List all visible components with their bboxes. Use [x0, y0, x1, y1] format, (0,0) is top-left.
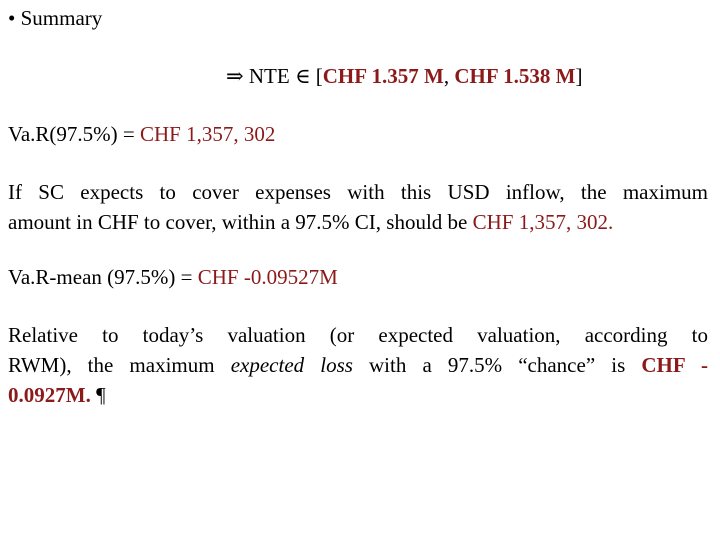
open-bracket: [ — [315, 64, 323, 88]
var-mean-line — [8, 262, 338, 292]
sc-line-1: If SC expects to cover expenses with this USD inflow, the maximum — [8, 180, 708, 204]
sc-line-2-text: amount in CHF to cover, within a 97.5% CI, should be — [8, 210, 473, 234]
relative-line-3 — [8, 380, 708, 410]
relative-line-2 — [8, 350, 708, 380]
relative-paragraph — [8, 320, 708, 410]
sc-value: CHF 1,357, 302. — [472, 210, 614, 234]
implies-arrow-icon: ⇒ — [226, 64, 244, 88]
relative-line-1: Relative to today’s valuation (or expected valuation, according to — [8, 323, 708, 347]
sc-line-2 — [8, 207, 708, 237]
pilcrow-icon: ¶ — [90, 383, 106, 407]
separator: , — [443, 64, 450, 88]
relative-line-2-a: RWM), the maximum — [8, 353, 231, 377]
element-of-icon: ∈ — [294, 64, 311, 88]
expected-loss-text: expected loss — [230, 353, 353, 377]
var-mean-label: Va.R-mean (97.5%) = — [8, 265, 198, 289]
summary-label: Summary — [20, 6, 103, 30]
relative-value-part-1: CHF - — [641, 353, 708, 377]
bullet-icon: • — [8, 6, 16, 30]
var-line — [8, 119, 275, 149]
close-bracket: ] — [575, 64, 583, 88]
nte-label: NTE — [248, 64, 290, 88]
nte-range-line — [226, 61, 582, 91]
relative-value-part-2: 0.0927M. — [8, 383, 91, 407]
var-mean-value: CHF -0.09527M — [197, 265, 338, 289]
nte-low-value: CHF 1.357 M — [322, 64, 444, 88]
sc-paragraph — [8, 177, 708, 237]
summary-heading — [8, 3, 102, 33]
var-label: Va.R(97.5%) = — [8, 122, 140, 146]
var-value: CHF 1,357, 302 — [140, 122, 276, 146]
relative-line-2-b: with a 97.5% “chance” is — [352, 353, 642, 377]
nte-high-value: CHF 1.538 M — [454, 64, 576, 88]
